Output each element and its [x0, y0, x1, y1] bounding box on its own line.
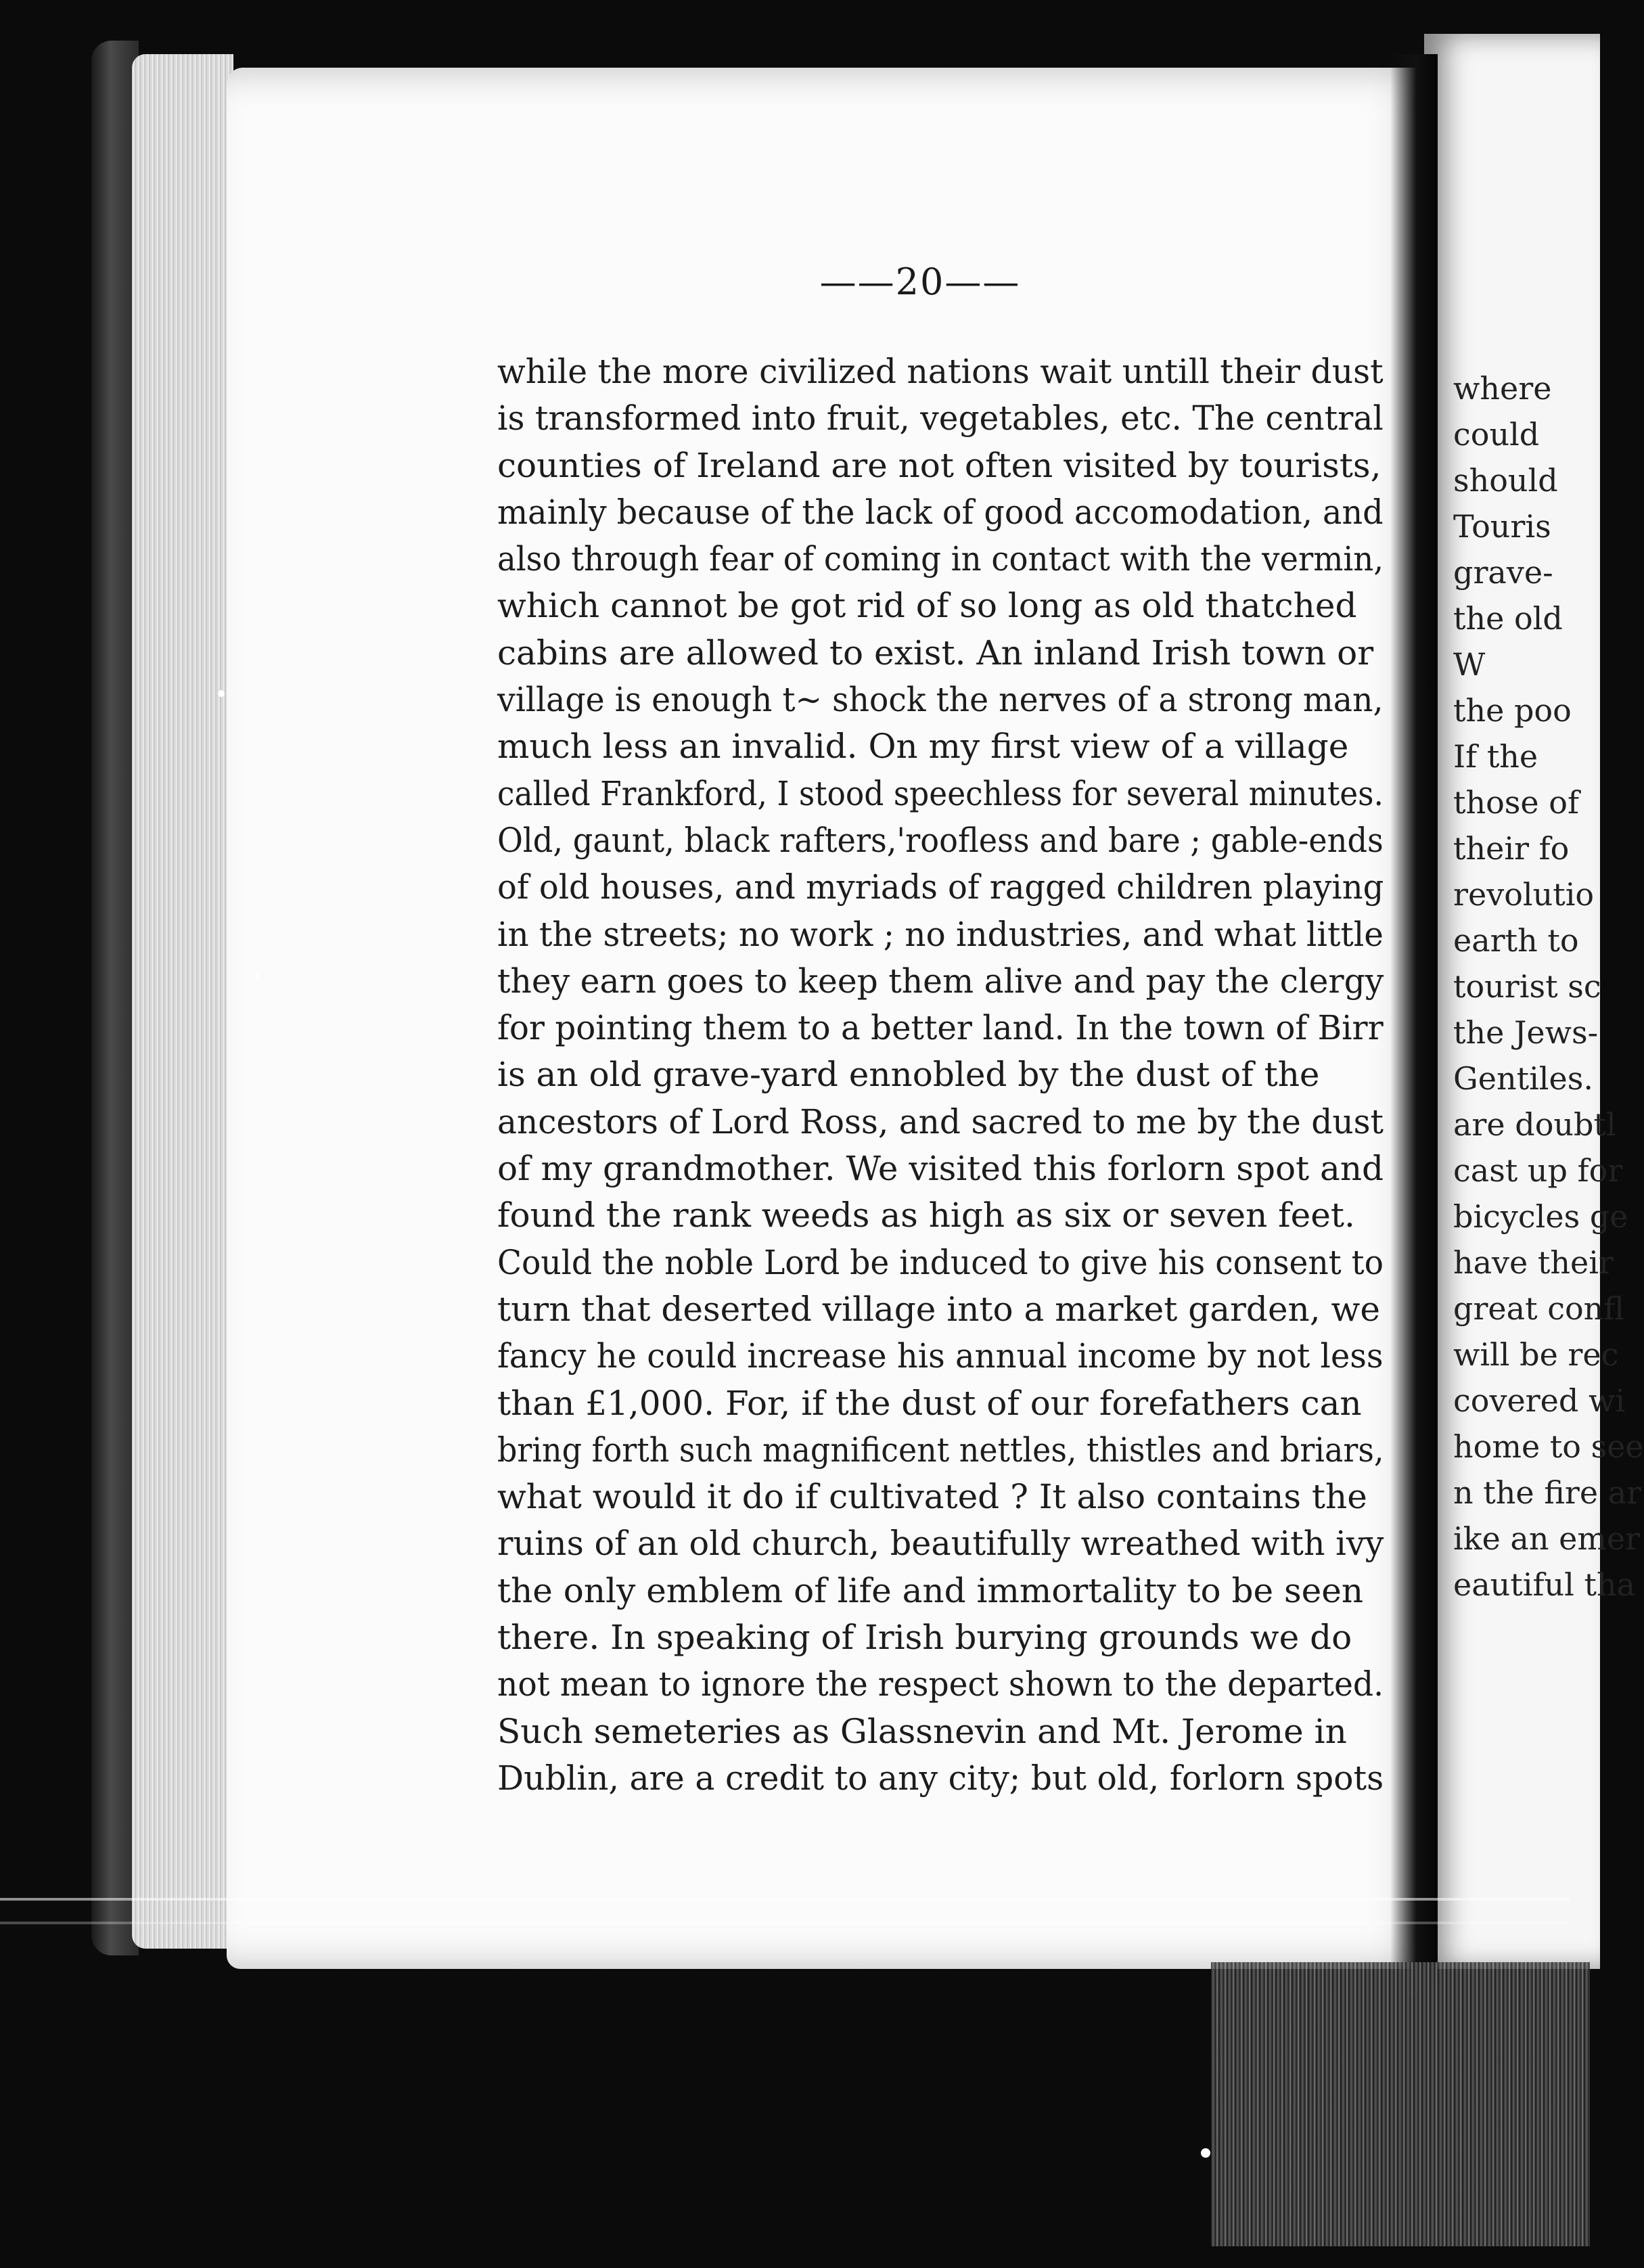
- text-line: the old: [1453, 600, 1563, 637]
- text-line: of old houses, and myriads of ragged children playing: [497, 867, 1384, 907]
- page-edges-bottom: [1211, 1962, 1590, 2246]
- text-line: while the more civilized nations wait untill their dust: [497, 352, 1384, 391]
- scan-artifact-line: [0, 1922, 1570, 1924]
- text-line: of my grandmother. We visited this forlorn spot and: [497, 1149, 1384, 1189]
- text-line: ruins of an old church, beautifully wreathed with ivy: [497, 1524, 1384, 1564]
- text-line: turn that deserted village into a market garden, we: [497, 1289, 1380, 1329]
- right-page-text: [1453, 365, 1644, 1854]
- text-line: not mean to ignore the respect shown to the departed.: [497, 1664, 1384, 1704]
- text-line: will be rec: [1453, 1336, 1619, 1373]
- left-page-text: [497, 348, 1390, 1864]
- text-line: If the: [1453, 738, 1538, 775]
- text-line: fancy he could increase his annual income by not less: [497, 1336, 1384, 1376]
- text-line: they earn goes to keep them alive and pay the clergy: [497, 961, 1384, 1001]
- text-line: is transformed into fruit, vegetables, etc. The central: [497, 399, 1384, 438]
- text-line: found the rank weeds as high as six or seven feet.: [497, 1196, 1355, 1235]
- text-line: n the fire ar: [1453, 1474, 1642, 1511]
- page-number: ——20——: [819, 260, 1021, 303]
- text-line: revolutio: [1453, 876, 1595, 913]
- text-line: village is enough t~ shock the nerves of a strong man,: [497, 680, 1384, 720]
- text-line: cabins are allowed to exist. An inland Irish town or: [497, 633, 1374, 673]
- text-line: ike an emer: [1453, 1520, 1641, 1557]
- text-line: bicycles ge: [1453, 1198, 1628, 1235]
- text-line: covered wi: [1453, 1382, 1626, 1419]
- text-line: Gentiles.: [1453, 1060, 1593, 1097]
- text-line: there. In speaking of Irish burying grounds we do: [497, 1618, 1352, 1658]
- book-gutter: [1390, 54, 1438, 1996]
- text-line: what would it do if cultivated ? It also contains the: [497, 1477, 1367, 1517]
- speck: [1201, 2148, 1210, 2158]
- text-line: should: [1453, 462, 1558, 499]
- text-line: counties of Ireland are not often visited by tourists,: [497, 445, 1382, 485]
- text-line: bring forth such magnificent nettles, thistles and briars,: [497, 1430, 1384, 1470]
- text-line: are doubtl: [1453, 1106, 1616, 1143]
- text-line: Touris: [1453, 508, 1551, 545]
- text-line: great confl: [1453, 1290, 1624, 1327]
- text-line: also through fear of coming in contact with the vermin,: [497, 539, 1384, 579]
- text-line: have their: [1453, 1244, 1614, 1281]
- text-line: eautiful tha: [1453, 1566, 1635, 1603]
- text-line: cast up for: [1453, 1152, 1623, 1189]
- text-line: ancestors of Lord Ross, and sacred to me by the dust: [497, 1102, 1384, 1141]
- text-line: Such semeteries as Glassnevin and Mt. Jerome in: [497, 1711, 1347, 1751]
- text-line: home to see: [1453, 1428, 1644, 1465]
- text-line: is an old grave-yard ennobled by the dust of the: [497, 1055, 1320, 1095]
- text-line: their fo: [1453, 830, 1570, 867]
- text-line: much less an invalid. On my first view of a village: [497, 727, 1349, 767]
- speck: [218, 690, 225, 697]
- text-line: the poo: [1453, 692, 1572, 729]
- speck: [256, 974, 260, 978]
- scan-artifact-line: [0, 1898, 1570, 1901]
- text-line: where: [1453, 370, 1552, 407]
- page-stack-edge: [132, 54, 233, 1949]
- text-line: tourist sc: [1453, 968, 1601, 1005]
- text-line: the only emblem of life and immortality to be seen: [497, 1570, 1364, 1610]
- text-line: called Frankford, I stood speechless for several minutes.: [497, 773, 1384, 813]
- text-line: grave-: [1453, 554, 1553, 591]
- text-line: Could the noble Lord be induced to give his consent to: [497, 1242, 1384, 1282]
- text-line: for pointing them to a better land. In the town of Birr: [497, 1008, 1384, 1048]
- text-line: which cannot be got rid of so long as old thatched: [497, 586, 1357, 626]
- text-line: mainly because of the lack of good accomodation, and: [497, 492, 1384, 532]
- text-line: earth to: [1453, 922, 1579, 959]
- text-line: than £1,000. For, if the dust of our forefathers can: [497, 1383, 1362, 1423]
- text-line: could: [1453, 416, 1540, 453]
- text-line: those of: [1453, 784, 1579, 821]
- text-line: in the streets; no work ; no industries, and what little: [497, 914, 1384, 954]
- text-line: W: [1453, 646, 1486, 683]
- text-line: Dublin, are a credit to any city; but old, forlorn spots: [497, 1758, 1384, 1798]
- text-line: the Jews-: [1453, 1014, 1599, 1051]
- text-line: Old, gaunt, black rafters,'roofless and bare ; gable-ends: [497, 820, 1384, 860]
